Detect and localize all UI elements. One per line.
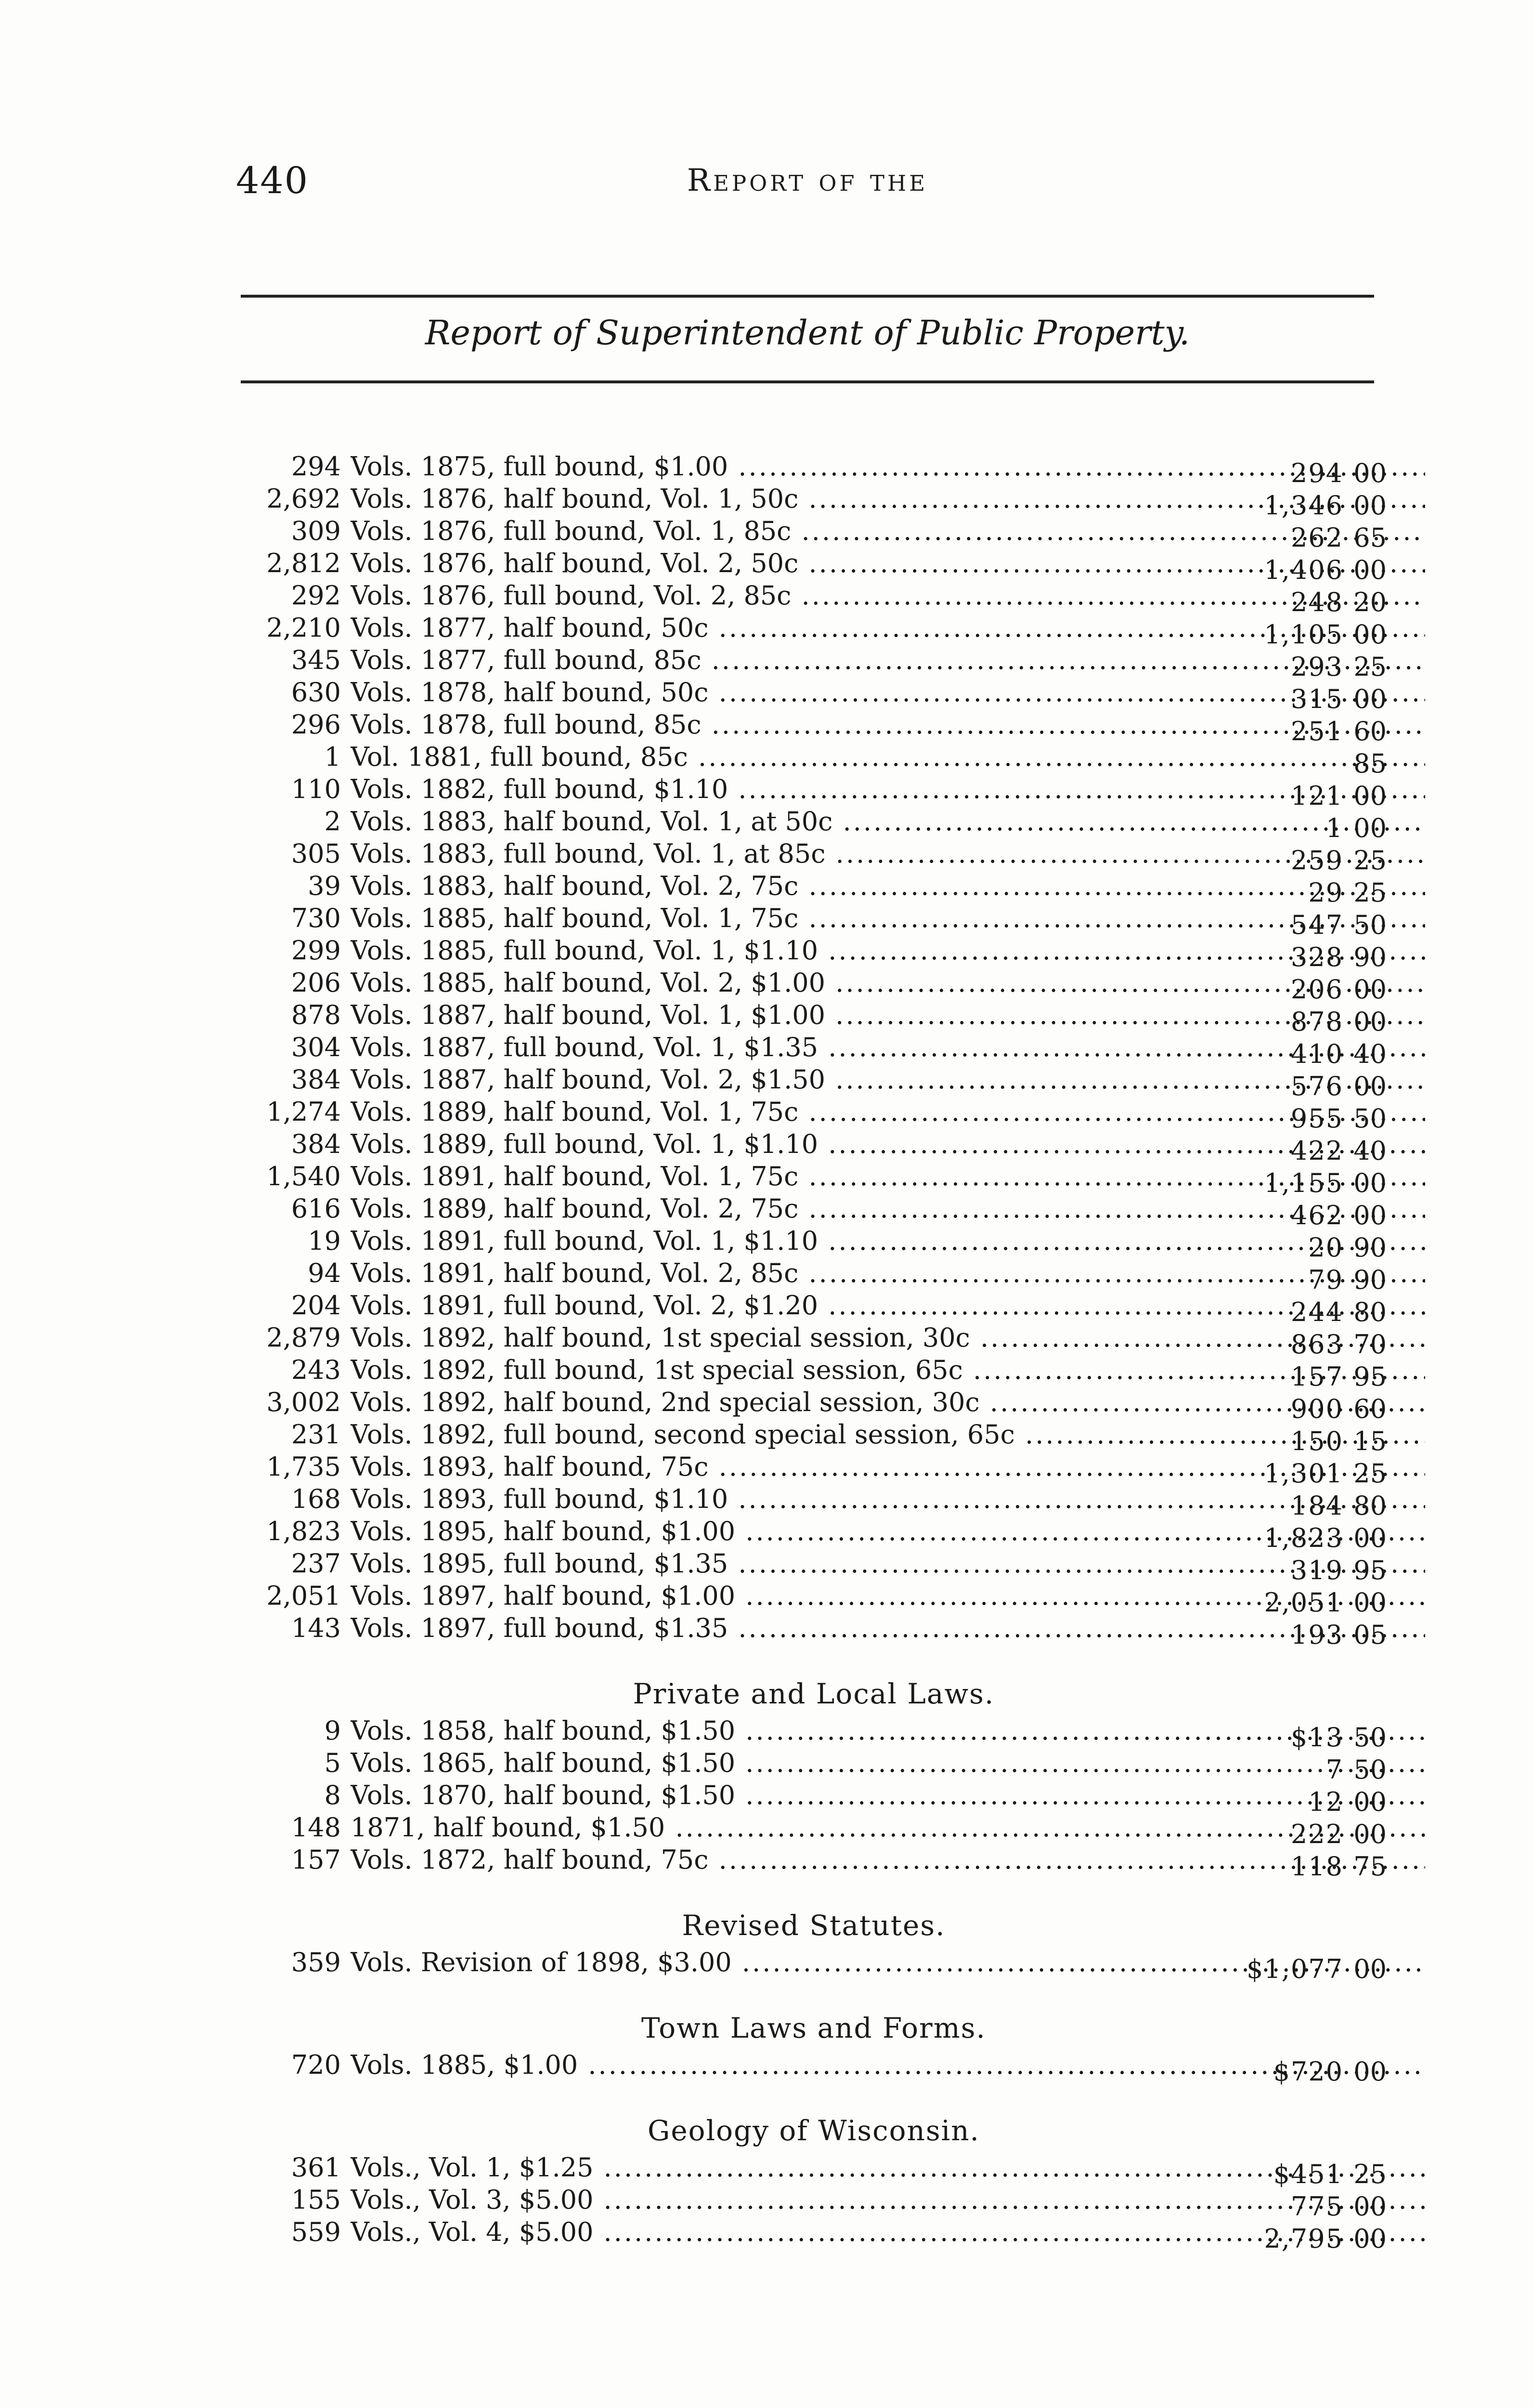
quantity: 309 xyxy=(291,516,341,546)
amount-cents: 00 xyxy=(1353,1071,1387,1101)
ledger-row xyxy=(241,2184,1387,2222)
item-description: Vols., Vol. 1, $1.25 ..... xyxy=(351,2151,1425,2184)
ledger-row xyxy=(241,1844,1387,1882)
amount-cents: 00 xyxy=(1353,974,1387,1005)
ledger-row xyxy=(241,515,1387,553)
amount-cents: 95 xyxy=(1353,1555,1387,1585)
item-description: Vols. 1885, half bound, Vol. 1, 75c ..... xyxy=(351,902,1425,934)
amount-cents: 65 xyxy=(1353,523,1387,553)
ledger-row xyxy=(241,1322,1387,1360)
quantity: 878 xyxy=(291,1000,341,1030)
amount-dollars: 244 xyxy=(1290,1297,1343,1327)
ledger-row xyxy=(241,1714,1387,1753)
item-description: Vols., Vol. 3, $5.00 ..... xyxy=(351,2184,1425,2216)
amount-cents: 25 xyxy=(1353,2159,1387,2189)
ledger-row xyxy=(241,547,1387,585)
quantity: 361 xyxy=(291,2152,341,2183)
amount-dollars: $1,077 xyxy=(1247,1954,1343,1984)
amount-dollars: $451 xyxy=(1273,2159,1343,2189)
amount-dollars: 184 xyxy=(1290,1491,1343,1521)
amount xyxy=(1242,1612,1387,1651)
ledger-row xyxy=(241,1418,1387,1456)
amount-dollars: 319 xyxy=(1290,1555,1343,1585)
amount-cents: 90 xyxy=(1353,1265,1387,1295)
amount-dollars: 1,346 xyxy=(1264,490,1343,521)
quantity: 384 xyxy=(291,1129,341,1159)
amount-dollars: 1,155 xyxy=(1264,1168,1343,1198)
bottom-rule xyxy=(241,380,1374,383)
ledger-row xyxy=(241,1547,1387,1585)
amount-cents: 25 xyxy=(1353,1458,1387,1489)
ledger-row xyxy=(241,1946,1387,1984)
amount-cents: 60 xyxy=(1353,716,1387,746)
quantity: 2,692 xyxy=(266,484,341,514)
item-description: Vols. 1891, full bound, Vol. 1, $1.10 ..... xyxy=(351,1225,1425,1257)
amount-dollars: 462 xyxy=(1290,1200,1343,1230)
amount-dollars: 293 xyxy=(1290,652,1343,682)
amount-cents: 25 xyxy=(1353,652,1387,682)
item-description: Vols. 1889, half bound, Vol. 1, 75c ..... xyxy=(351,1096,1425,1128)
quantity: 94 xyxy=(308,1258,341,1288)
amount-dollars: 259 xyxy=(1290,845,1343,876)
amount-cents: 00 xyxy=(1353,555,1387,585)
ledger-row xyxy=(241,1515,1387,1553)
item-description: Vols. 1858, half bound, $1.50 ..... xyxy=(351,1714,1425,1747)
quantity: 155 xyxy=(291,2185,341,2215)
quantity: 720 xyxy=(291,2050,341,2080)
ledger-row xyxy=(241,1386,1387,1424)
amount-dollars: 328 xyxy=(1290,942,1343,972)
quantity: 359 xyxy=(291,1947,341,1977)
amount-cents: 00 xyxy=(1353,813,1387,843)
amount-dollars: $13 xyxy=(1290,1722,1343,1753)
amount-dollars: 248 xyxy=(1290,587,1343,617)
item-description: Vols. 1876, full bound, Vol. 1, 85c ..... xyxy=(351,515,1425,547)
quantity: 157 xyxy=(291,1845,341,1875)
ledger-row xyxy=(241,773,1387,811)
ledger-row xyxy=(241,1031,1387,1069)
quantity: 1,540 xyxy=(266,1161,341,1191)
item-description: Vols. 1878, half bound, 50c ..... xyxy=(351,676,1425,708)
quantity: 294 xyxy=(291,451,341,482)
page-header xyxy=(236,159,1379,217)
amount-cents: 50 xyxy=(1353,1754,1387,1785)
quantity: 2,051 xyxy=(266,1581,341,1611)
amount-cents: 00 xyxy=(1353,684,1387,714)
item-description: Vols. 1891, full bound, Vol. 2, $1.20 ..... xyxy=(351,1289,1425,1322)
item-description: Vols. 1885, half bound, Vol. 2, $1.00 ..... xyxy=(351,967,1425,999)
amount-cents: 70 xyxy=(1353,1329,1387,1360)
amount-cents: 00 xyxy=(1353,1587,1387,1618)
amount-cents: 25 xyxy=(1353,877,1387,908)
quantity: 2,879 xyxy=(266,1322,341,1353)
quantity: 237 xyxy=(291,1548,341,1579)
quantity: 168 xyxy=(291,1484,341,1514)
amount-dollars: 863 xyxy=(1290,1329,1343,1360)
item-description: Vols. 1887, full bound, Vol. 1, $1.35 ..... xyxy=(351,1031,1425,1063)
revised-statutes-list xyxy=(241,1946,1387,1984)
item-description: Vols. 1891, half bound, Vol. 1, 75c ..... xyxy=(351,1160,1425,1192)
amount-cents: 90 xyxy=(1353,942,1387,972)
item-description: Vols., Vol. 4, $5.00 ..... xyxy=(351,2216,1425,2248)
amount-cents: 50 xyxy=(1353,910,1387,940)
item-description: Vols. 1892, full bound, second special session, 65c ..... xyxy=(351,1418,1425,1451)
quantity: 206 xyxy=(291,968,341,998)
amount-dollars: 262 xyxy=(1290,523,1343,553)
amount-dollars: 118 xyxy=(1290,1851,1343,1882)
item-description: Vols. 1885, full bound, Vol. 1, $1.10 ..... xyxy=(351,934,1425,967)
item-description: Vols. 1893, full bound, $1.10 ..... xyxy=(351,1483,1425,1515)
section-title-private-local: Private and Local Laws. xyxy=(633,1677,995,1710)
quantity: 559 xyxy=(291,2217,341,2247)
ledger-row xyxy=(241,1811,1387,1849)
amount-cents: 60 xyxy=(1353,1394,1387,1424)
quantity: 304 xyxy=(291,1032,341,1062)
ledger-row xyxy=(241,1289,1387,1327)
running-head: Report of the xyxy=(687,163,928,198)
ledger-row xyxy=(241,1483,1387,1521)
amount-dollars: 1,301 xyxy=(1264,1458,1343,1489)
amount-dollars: 7 xyxy=(1325,1754,1343,1785)
item-description: Vols. 1885, $1.00 ..... xyxy=(351,2049,1425,2081)
amount-cents: 00 xyxy=(1353,2224,1387,2254)
quantity: 1 xyxy=(324,742,341,772)
ledger-row xyxy=(241,805,1387,843)
quantity: 345 xyxy=(291,645,341,675)
quantity: 148 xyxy=(291,1812,341,1843)
amount-dollars: 955 xyxy=(1290,1103,1343,1134)
item-description: Vols. Revision of 1898, $3.00 ..... xyxy=(351,1946,1425,1978)
quantity: 204 xyxy=(291,1290,341,1321)
amount-cents: 40 xyxy=(1353,1039,1387,1069)
item-description: Vols. 1876, half bound, Vol. 2, 50c ..... xyxy=(351,547,1425,579)
amount-dollars: 900 xyxy=(1290,1394,1343,1424)
item-description: Vols. 1891, half bound, Vol. 2, 85c ..... xyxy=(351,1257,1425,1289)
item-description: Vols. 1870, half bound, $1.50 ..... xyxy=(351,1779,1425,1811)
item-description: Vols. 1895, half bound, $1.00 ..... xyxy=(351,1515,1425,1547)
amount-cents: 00 xyxy=(1353,1819,1387,1849)
ledger-row xyxy=(241,870,1387,908)
amount-cents: 80 xyxy=(1353,1491,1387,1521)
amount-dollars: 29 xyxy=(1308,877,1343,908)
top-rule xyxy=(241,295,1374,298)
quantity: 1,735 xyxy=(266,1452,341,1482)
item-description: Vols. 1892, full bound, 1st special session, 65c ..... xyxy=(351,1354,1425,1386)
amount-dollars: 547 xyxy=(1290,910,1343,940)
amount-cents: 00 xyxy=(1353,1787,1387,1817)
item-description: Vols. 1883, half bound, Vol. 1, at 50c ..... xyxy=(351,805,1425,838)
quantity: 143 xyxy=(291,1613,341,1643)
amount-dollars: 422 xyxy=(1290,1136,1343,1166)
amount-cents: 75 xyxy=(1353,1851,1387,1882)
quantity: 616 xyxy=(291,1193,341,1224)
amount-dollars: 121 xyxy=(1290,781,1343,811)
amount-cents: 00 xyxy=(1353,619,1387,650)
amount-cents: 50 xyxy=(1353,1722,1387,1753)
quantity: 296 xyxy=(291,709,341,740)
ledger-row xyxy=(241,1225,1387,1263)
ledger-row xyxy=(241,1451,1387,1489)
item-description: Vols. 1892, half bound, 1st special session, 30c ..... xyxy=(351,1322,1425,1354)
ledger-row xyxy=(241,1063,1387,1101)
section-subtitle: Report of Superintendent of Public Property. xyxy=(425,313,1190,353)
quantity: 3,002 xyxy=(266,1387,341,1417)
item-description: Vols. 1875, full bound, $1.00 ..... xyxy=(351,450,1425,483)
quantity: 39 xyxy=(308,871,341,901)
amount-dollars: 878 xyxy=(1290,1007,1343,1037)
amount-cents: 00 xyxy=(1353,781,1387,811)
ledger-row xyxy=(241,838,1387,876)
amount-dollars: 1 xyxy=(1325,813,1343,843)
ledger-row xyxy=(241,999,1387,1037)
amount-dollars: 2,051 xyxy=(1264,1587,1343,1618)
quantity: 384 xyxy=(291,1064,341,1095)
amount-cents: 15 xyxy=(1353,1426,1387,1456)
amount-dollars: 193 xyxy=(1290,1620,1343,1650)
amount-dollars: 150 xyxy=(1290,1426,1343,1456)
quantity: 305 xyxy=(291,838,341,869)
ledger-row xyxy=(241,1128,1387,1166)
quantity: 243 xyxy=(291,1355,341,1385)
amount-dollars: 251 xyxy=(1290,716,1343,746)
amount-cents: 90 xyxy=(1353,1232,1387,1263)
amount-cents: 00 xyxy=(1353,1200,1387,1230)
item-description: Vols. 1897, full bound, $1.35 ..... xyxy=(351,1612,1425,1644)
ledger-row xyxy=(241,2216,1387,2254)
quantity: 110 xyxy=(291,774,341,804)
amount-dollars: 1,406 xyxy=(1264,555,1343,585)
ledger-row xyxy=(241,612,1387,650)
item-description: Vols. 1887, half bound, Vol. 2, $1.50 ..... xyxy=(351,1063,1425,1096)
quantity: 2,812 xyxy=(266,548,341,578)
amount-cents: 00 xyxy=(1353,2056,1387,2087)
ledger-row xyxy=(241,1612,1387,1650)
item-description: Vols. 1877, half bound, 50c ..... xyxy=(351,612,1425,644)
item-description: Vols. 1893, half bound, 75c ..... xyxy=(351,1451,1425,1483)
ledger-row xyxy=(241,450,1387,488)
geology-list xyxy=(241,2151,1387,2254)
ledger-row xyxy=(241,644,1387,682)
section-title-revised-statutes: Revised Statutes. xyxy=(682,1909,946,1942)
ledger-row xyxy=(241,1192,1387,1230)
amount-cents: 00 xyxy=(1353,1523,1387,1553)
ledger-row xyxy=(241,708,1387,746)
quantity: 299 xyxy=(291,935,341,966)
item-description: Vols. 1887, half bound, Vol. 1, $1.00 ..... xyxy=(351,999,1425,1031)
amount-cents: 20 xyxy=(1353,587,1387,617)
amount-dollars: 12 xyxy=(1308,1787,1343,1817)
amount-cents: 00 xyxy=(1353,458,1387,488)
amount xyxy=(1242,2049,1387,2088)
quantity: 2 xyxy=(324,806,341,837)
quantity: 9 xyxy=(324,1715,341,1746)
item-description: Vols. 1865, half bound, $1.50 ..... xyxy=(351,1747,1425,1779)
amount-cents: 85 xyxy=(1353,748,1387,779)
amount-cents: 00 xyxy=(1353,490,1387,521)
ledger-row xyxy=(241,741,1387,779)
item-description: Vol. 1881, full bound, 85c ..... xyxy=(351,741,1425,773)
item-description: Vols. 1883, full bound, Vol. 1, at 85c ..... xyxy=(351,838,1425,870)
amount-cents: 40 xyxy=(1353,1136,1387,1166)
item-description: Vols. 1876, full bound, Vol. 2, 85c ..... xyxy=(351,579,1425,612)
item-description: Vols. 1882, full bound, $1.10 ..... xyxy=(351,773,1425,805)
ledger-row xyxy=(241,1257,1387,1295)
quantity: 8 xyxy=(324,1780,341,1810)
amount xyxy=(1242,1844,1387,1883)
item-description: Vols. 1889, half bound, Vol. 2, 75c ..... xyxy=(351,1192,1425,1225)
item-description: Vols. 1895, full bound, $1.35 ..... xyxy=(351,1547,1425,1580)
page-number: 440 xyxy=(236,159,309,202)
item-description: Vols. 1897, half bound, $1.00 ..... xyxy=(351,1580,1425,1612)
amount-cents: 00 xyxy=(1353,1007,1387,1037)
amount-cents: 25 xyxy=(1353,845,1387,876)
ledger-body xyxy=(241,450,1387,2254)
item-description: Vols. 1878, full bound, 85c ..... xyxy=(351,708,1425,741)
amount-dollars: 2,795 xyxy=(1264,2224,1343,2254)
amount-dollars: 1,823 xyxy=(1264,1523,1343,1553)
amount-dollars: 410 xyxy=(1290,1039,1343,1069)
ledger-row xyxy=(241,1580,1387,1618)
item-description: Vols. 1876, half bound, Vol. 1, 50c ..... xyxy=(351,483,1425,515)
amount-dollars: 315 xyxy=(1290,684,1343,714)
amount xyxy=(1242,2216,1387,2255)
amount xyxy=(1242,1946,1387,1985)
quantity: 2,210 xyxy=(266,613,341,643)
amount-dollars: 157 xyxy=(1290,1361,1343,1392)
amount-cents: 00 xyxy=(1353,1168,1387,1198)
private-local-list xyxy=(241,1714,1387,1882)
ledger-row xyxy=(241,934,1387,972)
ledger-row xyxy=(241,676,1387,714)
town-laws-list xyxy=(241,2049,1387,2087)
item-description: 1871, half bound, $1.50 ..... xyxy=(351,1811,1425,1844)
quantity: 1,274 xyxy=(266,1097,341,1127)
quantity: 630 xyxy=(291,677,341,707)
section-title-town-laws: Town Laws and Forms. xyxy=(641,2012,986,2044)
quantity: 292 xyxy=(291,580,341,611)
amount-cents: 50 xyxy=(1353,1103,1387,1134)
ledger-row xyxy=(241,2049,1387,2087)
ledger-row xyxy=(241,1779,1387,1817)
ledger-row xyxy=(241,483,1387,521)
amount-cents: 80 xyxy=(1353,1297,1387,1327)
quantity: 1,823 xyxy=(266,1516,341,1546)
amount-dollars: 20 xyxy=(1308,1232,1343,1263)
amount-dollars: 775 xyxy=(1290,2191,1343,2222)
ledger-row xyxy=(241,1096,1387,1134)
amount-dollars: 294 xyxy=(1290,458,1343,488)
amount-dollars: 79 xyxy=(1308,1265,1343,1295)
amount-cents: 00 xyxy=(1353,2191,1387,2222)
ledger-row xyxy=(241,2151,1387,2189)
item-description: Vols. 1889, full bound, Vol. 1, $1.10 ..... xyxy=(351,1128,1425,1160)
amount-cents: 05 xyxy=(1353,1620,1387,1650)
item-description: Vols. 1877, full bound, 85c ..... xyxy=(351,644,1425,676)
section-title-geology: Geology of Wisconsin. xyxy=(648,2114,980,2147)
amount-cents: 00 xyxy=(1353,1954,1387,1984)
amount-dollars: 206 xyxy=(1290,974,1343,1005)
amount-dollars: $720 xyxy=(1273,2056,1343,2087)
amount-dollars: 1,105 xyxy=(1264,619,1343,650)
ledger-row xyxy=(241,1354,1387,1392)
item-description: Vols. 1892, half bound, 2nd special session, 30c ..... xyxy=(351,1386,1425,1418)
ledger-row xyxy=(241,1160,1387,1198)
ledger-row xyxy=(241,1747,1387,1785)
quantity: 19 xyxy=(308,1226,341,1256)
amount-cents: 95 xyxy=(1353,1361,1387,1392)
item-description: Vols. 1883, half bound, Vol. 2, 75c ..... xyxy=(351,870,1425,902)
quantity: 231 xyxy=(291,1419,341,1450)
amount-dollars: 222 xyxy=(1290,1819,1343,1849)
main-items-list xyxy=(241,450,1387,1650)
amount-dollars: 576 xyxy=(1290,1071,1343,1101)
ledger-row xyxy=(241,579,1387,617)
quantity: 5 xyxy=(324,1748,341,1778)
quantity: 730 xyxy=(291,903,341,933)
item-description: Vols. 1872, half bound, 75c ..... xyxy=(351,1844,1425,1876)
ledger-row xyxy=(241,967,1387,1005)
ledger-row xyxy=(241,902,1387,940)
